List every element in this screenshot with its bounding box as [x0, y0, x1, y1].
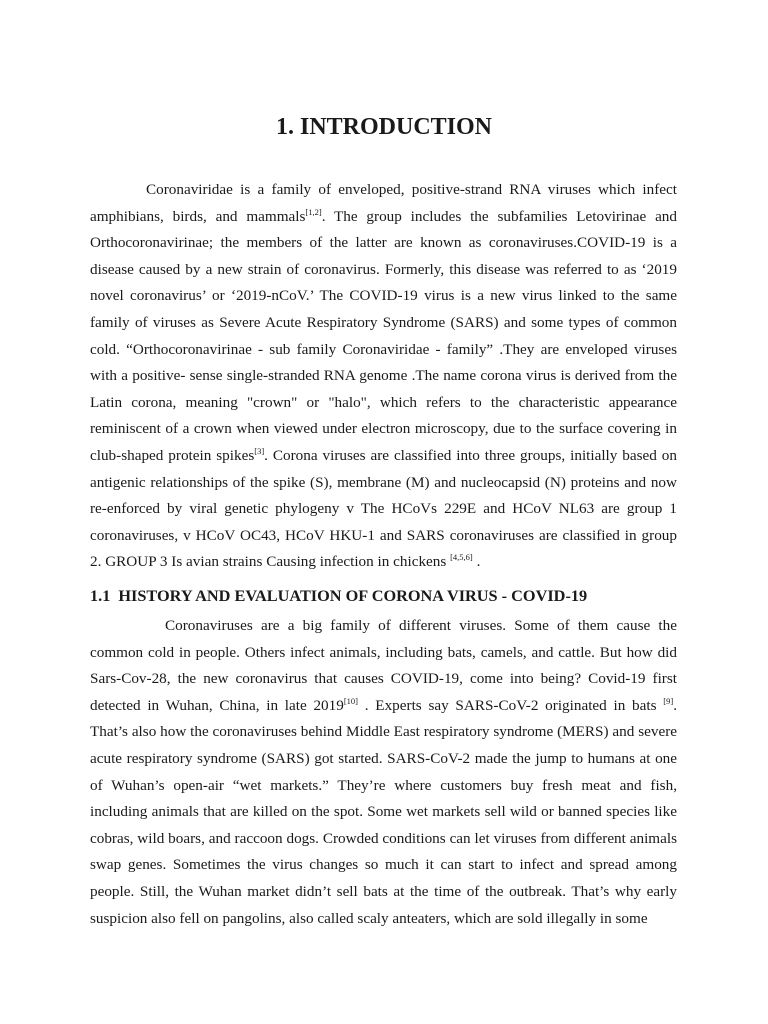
- text-run: .: [472, 553, 481, 571]
- section-number: 1.1: [90, 586, 111, 605]
- intro-paragraph: [90, 177, 677, 576]
- text-run: . The group includes the subfamilies Letovirinae and Orthocoronavirinae; the members of the latter are known as coronaviruses.COVID-19 is a disease caused by a new strain of coronavirus. Formerly, this disease was referred to as ‘2019 novel coronavirus’ or ‘2019-nCoV.’ The COVID-19 virus is a new virus linked to the same family of viruses as Severe Acute Respiratory Syndrome (SARS) and some types of common cold. “Orthocoronavirinae - sub family Coronaviridae - family” .They are enveloped viruses with a positive- sense single-stranded RNA genome .The name corona virus is derived from the Latin corona, meaning "crown" or "halo", which refers to the characteristic appearance reminiscent of a crown when viewed under electron microscopy, due to the surface covering in club-shaped protein spikes: [90, 207, 677, 464]
- section-heading-text: HISTORY AND EVALUATION OF CORONA VIRUS - COVID-19: [118, 586, 588, 605]
- citation-superscript: [1,2]: [305, 206, 322, 217]
- citation-superscript: [4,5,6]: [450, 552, 473, 563]
- text-run: . Experts say SARS-CoV-2 originated in bats: [358, 696, 664, 714]
- history-paragraph: [90, 613, 677, 932]
- text-run: Coronaviridae is a family of enveloped, positive-strand RNA viruses which infect amphibians, birds, and mammals: [90, 181, 677, 225]
- citation-superscript: [9]: [663, 695, 674, 706]
- text-run: Coronaviruses are a big family of different viruses. Some of them cause the common cold in people. Others infect animals, including bats, camels, and cattle. But how did Sars-Cov-28, the new coronavirus that causes COVID-19, come into being? Covid-19 first detected in Wuhan, China, in late 2019: [90, 617, 677, 714]
- text-run: . Corona viruses are classified into three groups, initially based on antigenic relationships of the spike (S), membrane (M) and nucleocapsid (N) proteins and now re-enforced by viral genetic phylogeny v The HCoVs 229E and HCoV NL63 are group 1 coronaviruses, v HCoV OC43, HCoV HKU-1 and SARS coronaviruses are classified in group 2. GROUP 3 Is avian strains Causing infection in chickens: [90, 446, 677, 571]
- text-run: . That’s also how the coronaviruses behind Middle East respiratory syndrome (MERS) and severe acute respiratory syndrome (SARS) got started. SARS-CoV-2 made the jump to humans at one of Wuhan’s open-air “wet markets.” They’re where customers buy fresh meat and fish, including animals that are killed on the spot. Some wet markets sell wild or banned species like cobras, wild boars, and raccoon dogs. Crowded conditions can let viruses from different animals swap genes. Sometimes the virus changes so much it can start to infect and spread among people. Still, the Wuhan market didn’t sell bats at the time of the outbreak. That’s why early suspicion also fell on pangolins, also called scaly anteaters, which are sold illegally in some: [90, 696, 677, 927]
- citation-superscript: [10]: [343, 695, 359, 706]
- page-title: 1. INTRODUCTION: [275, 114, 493, 140]
- citation-superscript: [3]: [254, 445, 265, 456]
- section-heading: [90, 584, 690, 608]
